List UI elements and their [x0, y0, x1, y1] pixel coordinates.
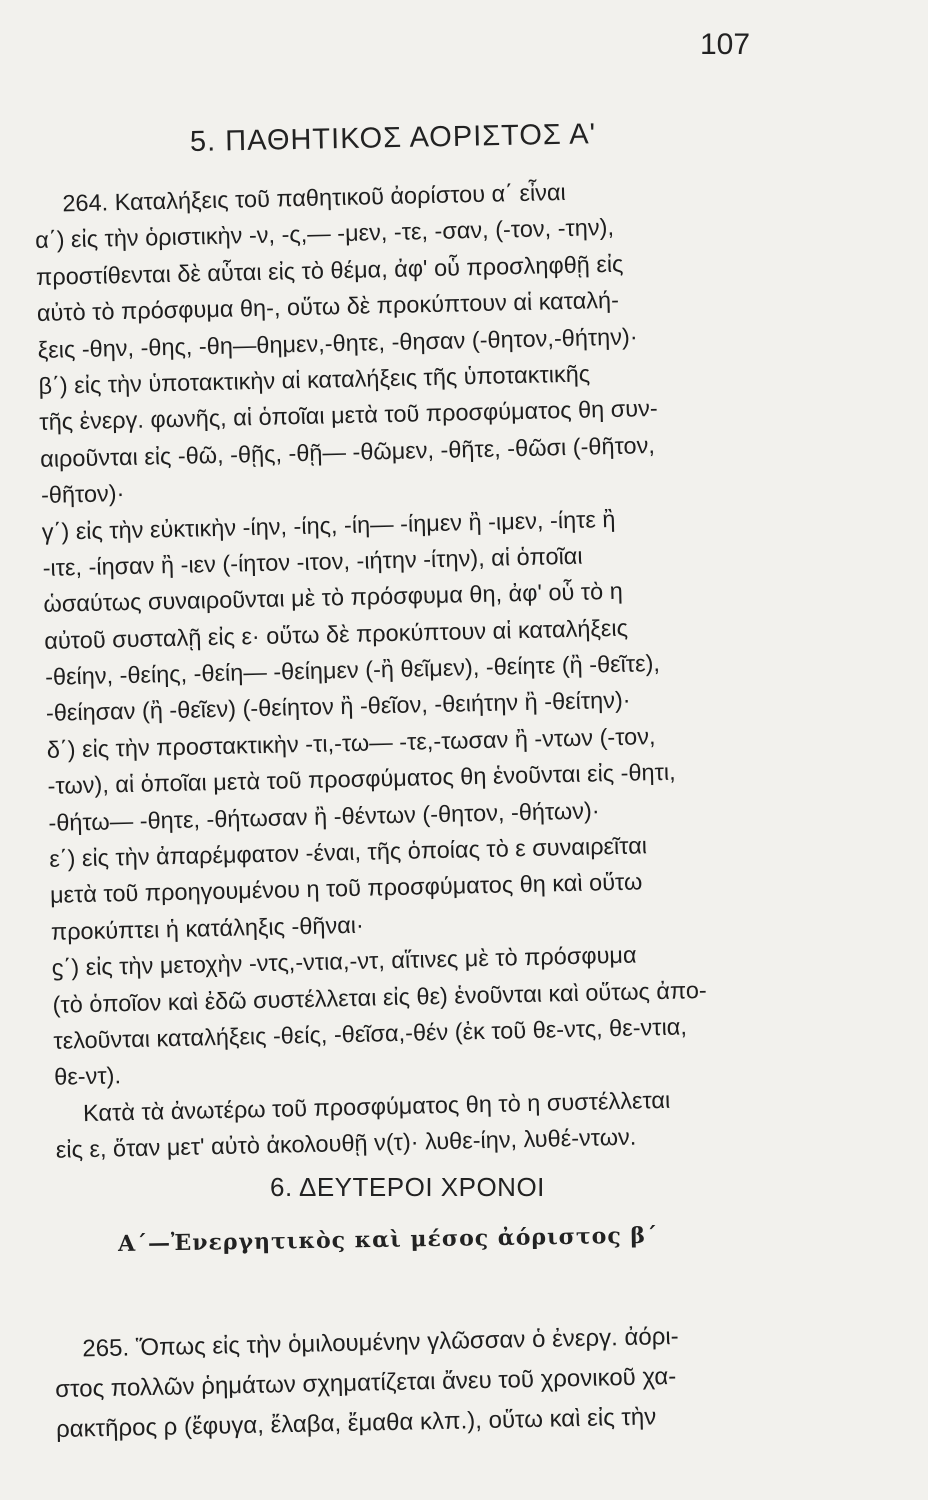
text-line: τῆς ἐνεργ. φωνῆς, αἱ ὁποῖαι μετὰ τοῦ προσφύματος θη συν-: [39, 395, 658, 436]
text-line: -θείησαν (ἢ -θεῖεν) (-θείητον ἢ -θεῖον, -θειήτην ἢ -θείτην)·: [45, 687, 631, 727]
text-line: στος πολλῶν ῥημάτων σχηματίζεται ἄνευ τοῦ χρονικοῦ χα-: [54, 1362, 677, 1403]
text-line: αὐτὸ τὸ πρόσφυμα θη-, οὕτω δὲ προκύπτουν αἱ καταλή-: [36, 286, 620, 327]
text-line: ὡσαύτως συναιροῦνται μὲ τὸ πρόσφυμα θη, ἀφ' οὗ τὸ η: [43, 578, 624, 618]
text-line: αιροῦνται εἰς -θῶ, -θῇς, -θῇ— -θῶμεν, -θῆτε, -θῶσι (-θῆτον,: [39, 431, 656, 472]
subsection-title: Α΄—Ἐνεργητικὸς καὶ μέσος ἀόριστος β΄: [117, 1222, 659, 1257]
text-line: θε-ντ).: [53, 1062, 122, 1091]
text-line: τελοῦνται καταλήξεις -θείς, -θεῖσα,-θέν (ἐκ τοῦ θε-ντς, θε-ντια,: [53, 1013, 688, 1054]
text-line: αὐτοῦ συσταλῇ εἰς ε· οὕτω δὲ προκύπτουν αἱ καταλήξεις: [44, 614, 629, 654]
text-line: προκύπτει ἡ κατάληξις -θῆναι·: [50, 911, 365, 945]
paragraph-265: [54, 1314, 826, 1450]
text-line: εἰς ε, ὅταν μετ' αὐτὸ ἀκολουθῇ ν(τ)· λυθε-ίην, λυθέ-ντων.: [55, 1123, 637, 1163]
paragraph-264: [34, 168, 846, 1168]
text-line: -των), αἱ ὁποῖαι μετὰ τοῦ προσφύματος θη ἑνοῦνται εἰς -θητι,: [47, 758, 676, 800]
text-line: 264. Καταλήξεις τοῦ παθητικοῦ ἀορίστου α΄ εἶναι: [62, 178, 567, 217]
text-line: 265. Ὅπως εἰς τὴν ὁμιλουμένην γλῶσσαν ὁ ἐνεργ. ἀόρι-: [82, 1322, 679, 1363]
text-line: μετὰ τοῦ προηγουμένου η τοῦ προσφύματος θη καὶ οὕτω: [49, 868, 643, 909]
section-title: 5. ΠΑΘΗΤΙΚΟΣ ΑΟΡΙΣΤΟΣ Α': [189, 118, 597, 158]
text-line: γ΄) εἰς τὴν εὐκτικὴν -ίην, -ίης, -ίη— -ίημεν ἢ -ιμεν, -ίητε ἢ: [41, 505, 616, 545]
text-line: ϛ΄) εἰς τὴν μετοχὴν -ντς,-ντια,-ντ, αἵτινες μὲ τὸ πρόσφυμα: [51, 941, 637, 981]
section-2-title: 6. ΔΕΥΤΕΡΟΙ ΧΡΟΝΟΙ: [270, 1172, 545, 1202]
text-line: α΄) εἰς τὴν ὁριστικὴν -ν, -ς,— -μεν, -τε, -σαν, (-τον, -την),: [34, 214, 615, 254]
text-line: ξεις -θην, -θης, -θη—θημεν,-θητε, -θησαν (-θητον,-θήτην)·: [37, 322, 638, 363]
text-line: -θῆτον)·: [40, 480, 125, 509]
text-line: προστίθενται δὲ αὗται εἰς τὸ θέμα, ἀφ' οὗ προσληφθῇ εἰς: [35, 250, 624, 290]
text-line: δ΄) εἰς τὴν προστακτικὴν -τι,-τω— -τε,-τωσαν ἢ -ντων (-τον,: [46, 722, 656, 763]
text-line: ρακτῆρος ρ (ἔφυγα, ἔλαβα, ἔμαθα κλπ.), οὕτω καὶ εἰς τὴν: [55, 1403, 657, 1443]
text-line: -θήτω— -θητε, -θήτωσαν ἢ -θέντων (-θητον, -θήτων)·: [48, 796, 600, 836]
text-line: (τὸ ὁποῖον καὶ ἐδῶ συστέλλεται εἰς θε) ἑνοῦνται καὶ οὕτως ἀπο-: [52, 976, 707, 1018]
page-number: 107: [700, 28, 751, 61]
text-line: -θείην, -θείης, -θείη— -θείημεν (-ἢ θεῖμεν), -θείητε (ἢ -θεῖτε),: [44, 650, 661, 690]
text-line: ε΄) εἰς τὴν ἀπαρέμφατον -έναι, τῆς ὁποίας τὸ ε συναιρεῖται: [48, 832, 648, 872]
text-line: -ιτε, -ίησαν ἢ -ιεν (-ίητον -ιτον, -ιήτην -ίτην), αἱ ὁποῖαι: [42, 542, 583, 581]
text-line: Κατὰ τὰ ἀνωτέρω τοῦ προσφύματος θη τὸ η συστέλλεται: [82, 1086, 671, 1126]
text-line: β΄) εἰς τὴν ὑποτακτικὴν αἱ καταλήξεις τῆς ὑποτακτικῆς: [38, 360, 591, 399]
